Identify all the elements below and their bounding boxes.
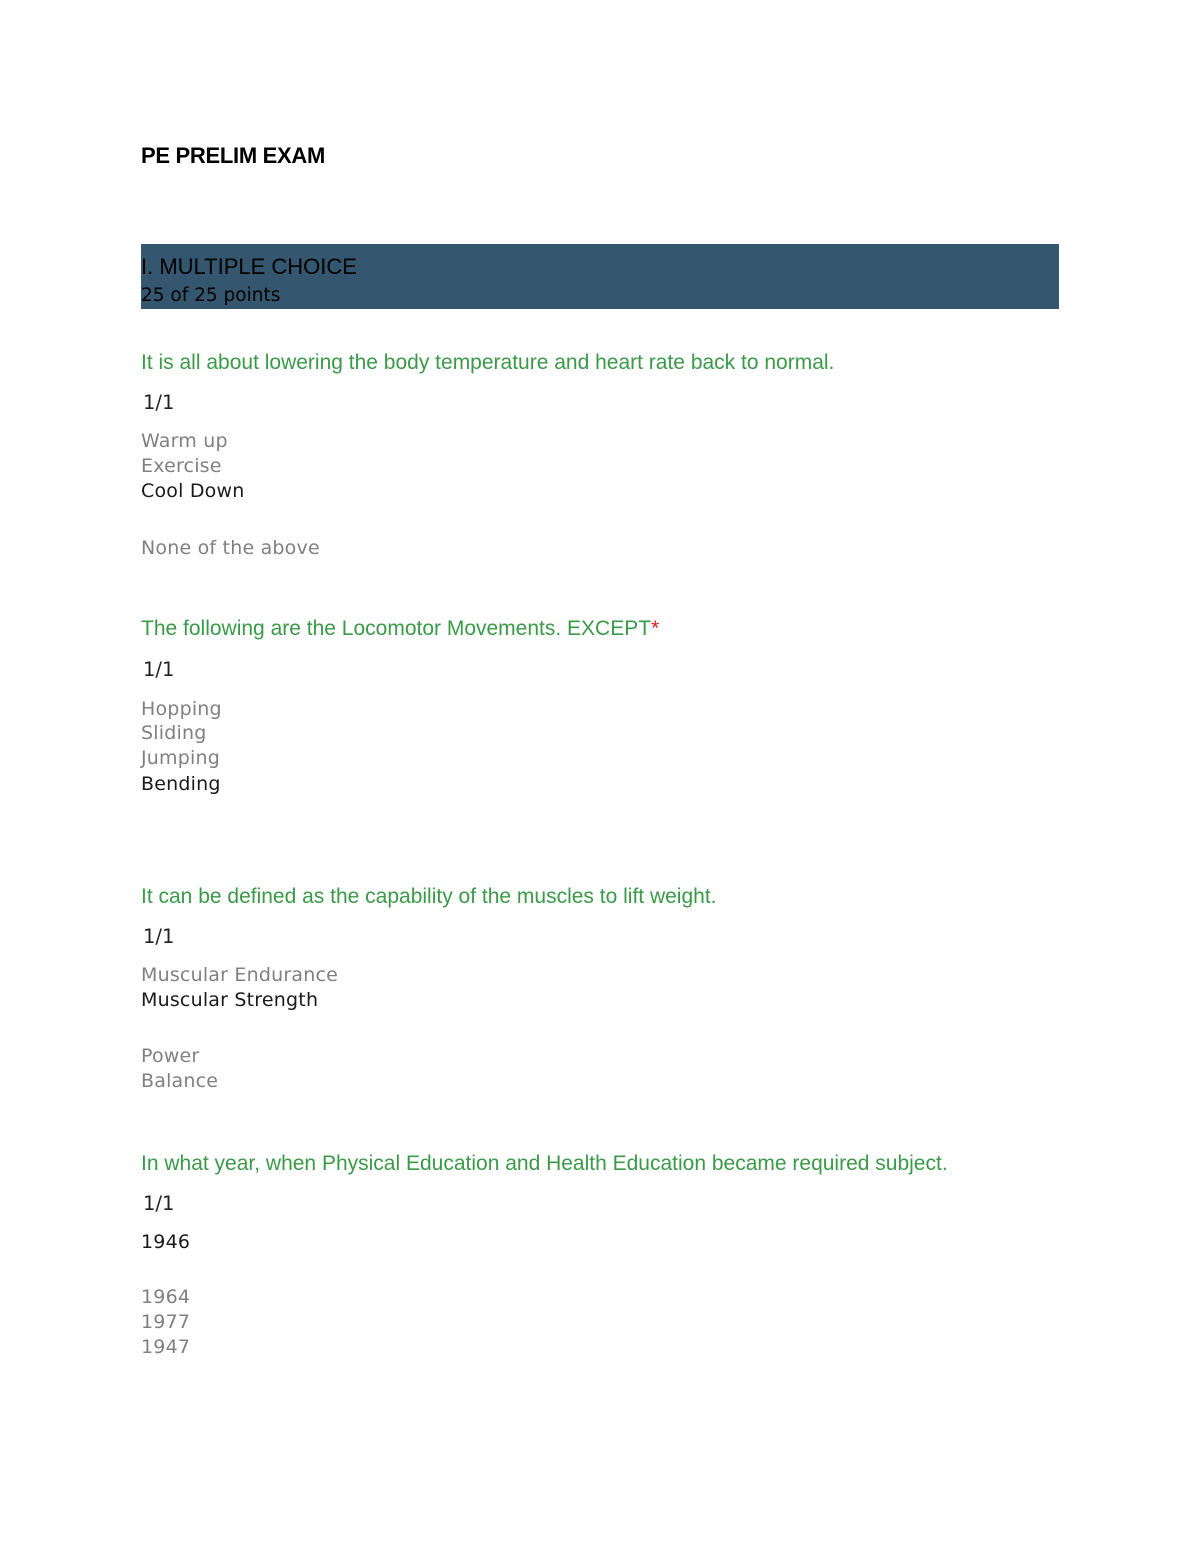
answer-option[interactable]: 1964: [141, 1286, 191, 1308]
answer-option[interactable]: Sliding: [141, 722, 207, 744]
question-score: 1/1: [143, 925, 175, 948]
selected-answer-option[interactable]: Cool Down: [141, 480, 245, 502]
answer-option[interactable]: None of the above: [141, 537, 320, 559]
answer-option[interactable]: Warm up: [141, 430, 228, 452]
question-score: 1/1: [143, 391, 175, 414]
question-score: 1/1: [143, 658, 175, 681]
answer-option[interactable]: Jumping: [141, 747, 220, 769]
question-text: [141, 617, 659, 641]
answer-option[interactable]: Muscular Endurance: [141, 964, 338, 986]
answer-option[interactable]: Power: [141, 1045, 200, 1067]
selected-answer-option[interactable]: Bending: [141, 773, 221, 795]
answer-option[interactable]: Balance: [141, 1070, 219, 1092]
question-text: It is all about lowering the body temperature and heart rate back to normal.: [141, 351, 835, 374]
section-points: 25 of 25 points: [141, 285, 281, 306]
required-marker: *: [651, 617, 660, 640]
answer-option[interactable]: Hopping: [141, 698, 222, 720]
page-title: PE PRELIM EXAM: [141, 143, 326, 168]
section-header: [141, 244, 1059, 309]
answer-option[interactable]: Exercise: [141, 455, 222, 477]
section-title: I. MULTIPLE CHOICE: [141, 254, 357, 279]
selected-answer-option[interactable]: 1946: [141, 1231, 191, 1253]
question-score: 1/1: [143, 1192, 175, 1215]
answer-option[interactable]: 1947: [141, 1336, 191, 1358]
question-text: In what year, when Physical Education and Health Education became required subject.: [141, 1152, 948, 1175]
selected-answer-option[interactable]: Muscular Strength: [141, 989, 319, 1011]
question-text-content: The following are the Locomotor Movements. EXCEPT: [141, 617, 652, 640]
answer-option[interactable]: 1977: [141, 1311, 191, 1333]
question-text: It can be defined as the capability of the muscles to lift weight.: [141, 885, 717, 908]
